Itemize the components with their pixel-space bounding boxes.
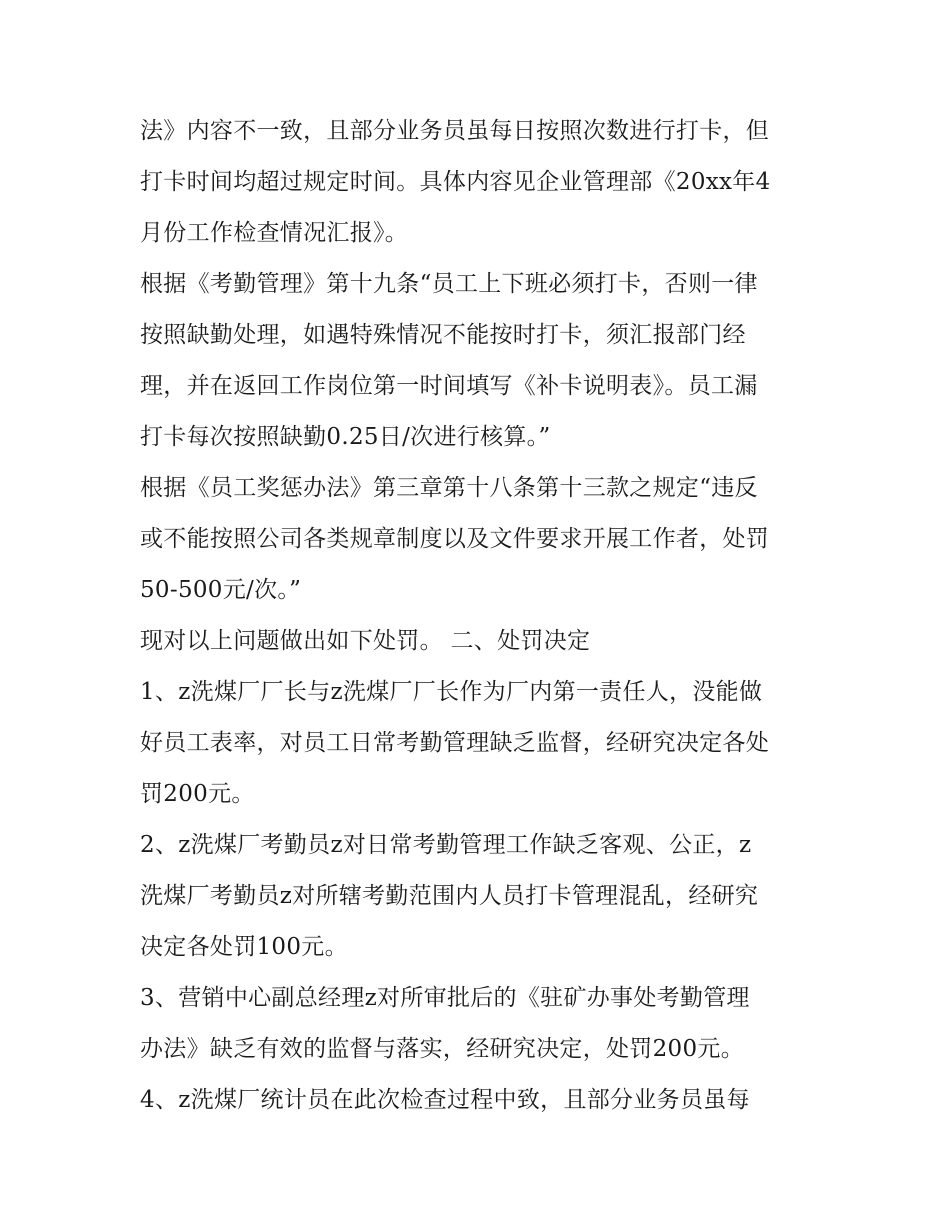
text-line: 4、z洗煤厂统计员在此次检查过程中致，且部分业务员虽每	[140, 1087, 750, 1113]
text-line: 根据《考勤管理》第十九条“员工上下班必须打卡，否则一律	[140, 271, 758, 297]
text-line: 罚200元。	[140, 781, 255, 807]
text-line: 打卡每次按照缺勤0.25日/次进行核算。”	[140, 424, 551, 450]
text-line: 3、营销中心副总经理z对所审批后的《驻矿办事处考勤管理	[140, 985, 750, 1011]
text-line: 2、z洗煤厂考勤员z对日常考勤管理工作缺乏客观、公正，z	[140, 832, 752, 858]
document-body	[140, 109, 820, 1129]
text-line: 办法》缺乏有效的监督与落实，经研究决定，处罚200元。	[140, 1036, 744, 1062]
text-line: 1、z洗煤厂厂长与z洗煤厂厂长作为厂内第一责任人，没能做	[140, 679, 763, 705]
text-line: 理，并在返回工作岗位第一时间填写《补卡说明表》。员工漏	[140, 373, 758, 399]
text-line: 或不能按照公司各类规章制度以及文件要求开展工作者，处罚	[140, 526, 770, 552]
text-line: 洗煤厂考勤员z对所辖考勤范围内人员打卡管理混乱，经研究	[140, 883, 759, 909]
text-line: 法》内容不一致，且部分业务员虽每日按照次数进行打卡，但	[140, 118, 770, 144]
text-line: 按照缺勤处理，如遇特殊情况不能按时打卡，须汇报部门经	[140, 322, 746, 348]
text-line: 好员工表率，对员工日常考勤管理缺乏监督，经研究决定各处	[140, 730, 770, 756]
text-line: 50-500元/次。”	[140, 577, 302, 603]
text-line: 根据《员工奖惩办法》第三章第十八条第十三款之规定“违反	[140, 475, 758, 501]
text-line: 月份工作检查情况汇报》。	[140, 220, 409, 246]
text-line: 决定各处罚100元。	[140, 934, 348, 960]
text-line: 打卡时间均超过规定时间。具体内容见企业管理部《20xx年4	[140, 169, 771, 195]
text-line: 现对以上问题做出如下处罚。 二、处罚决定	[140, 628, 591, 654]
